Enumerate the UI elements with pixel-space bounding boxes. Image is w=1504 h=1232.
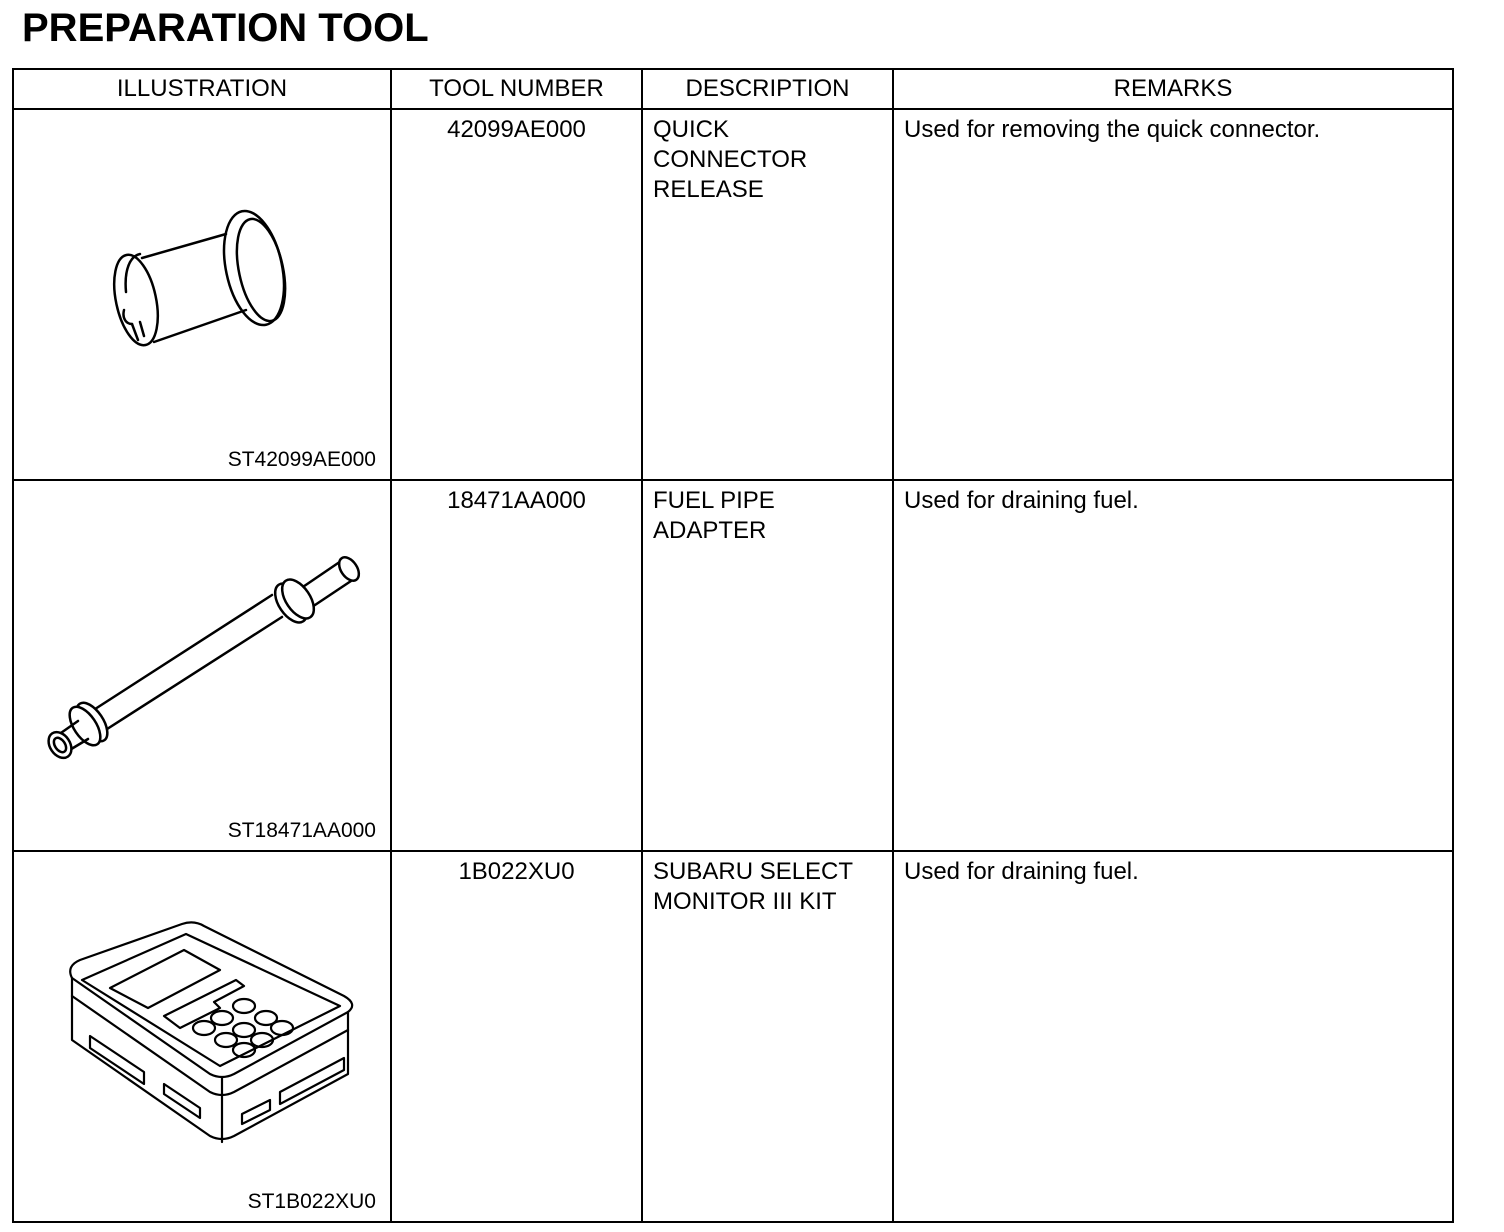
header-description: DESCRIPTION xyxy=(642,69,893,109)
illustration-code: ST18471AA000 xyxy=(227,819,376,842)
description-cell xyxy=(642,480,893,851)
description-line: MONITOR III KIT xyxy=(653,888,837,915)
page-title: PREPARATION TOOL xyxy=(22,6,429,50)
header-remarks: REMARKS xyxy=(893,69,1453,109)
description-line: FUEL PIPE xyxy=(653,487,775,514)
table-row xyxy=(13,851,1453,1222)
description-line: QUICK xyxy=(653,116,730,143)
table-row xyxy=(13,480,1453,851)
illustration-code: ST1B022XU0 xyxy=(247,1190,376,1213)
description-cell xyxy=(642,851,893,1222)
description-line: SUBARU SELECT xyxy=(653,858,854,885)
illustration-code: ST42099AE000 xyxy=(227,448,376,471)
table-row xyxy=(13,109,1453,480)
description-line: RELEASE xyxy=(653,176,764,203)
description-cell xyxy=(642,109,893,480)
tool-number-cell: 42099AE000 xyxy=(391,109,642,480)
remarks-cell: Used for draining fuel. xyxy=(893,480,1453,851)
illustration-cell xyxy=(13,851,391,1222)
fuel-pipe-adapter-illustration xyxy=(14,481,390,845)
quick-connector-release-illustration xyxy=(14,110,390,474)
description-line: ADAPTER xyxy=(653,517,767,544)
table-header-row xyxy=(13,69,1453,109)
remarks-cell: Used for draining fuel. xyxy=(893,851,1453,1222)
header-illustration: ILLUSTRATION xyxy=(13,69,391,109)
tool-number-cell: 1B022XU0 xyxy=(391,851,642,1222)
select-monitor-kit-illustration xyxy=(14,852,390,1216)
description-line: CONNECTOR xyxy=(653,146,808,173)
illustration-cell xyxy=(13,480,391,851)
remarks-cell: Used for removing the quick connector. xyxy=(893,109,1453,480)
illustration-cell xyxy=(13,109,391,480)
header-tool-number: TOOL NUMBER xyxy=(391,69,642,109)
tool-number-cell: 18471AA000 xyxy=(391,480,642,851)
preparation-tool-table xyxy=(12,68,1454,1223)
